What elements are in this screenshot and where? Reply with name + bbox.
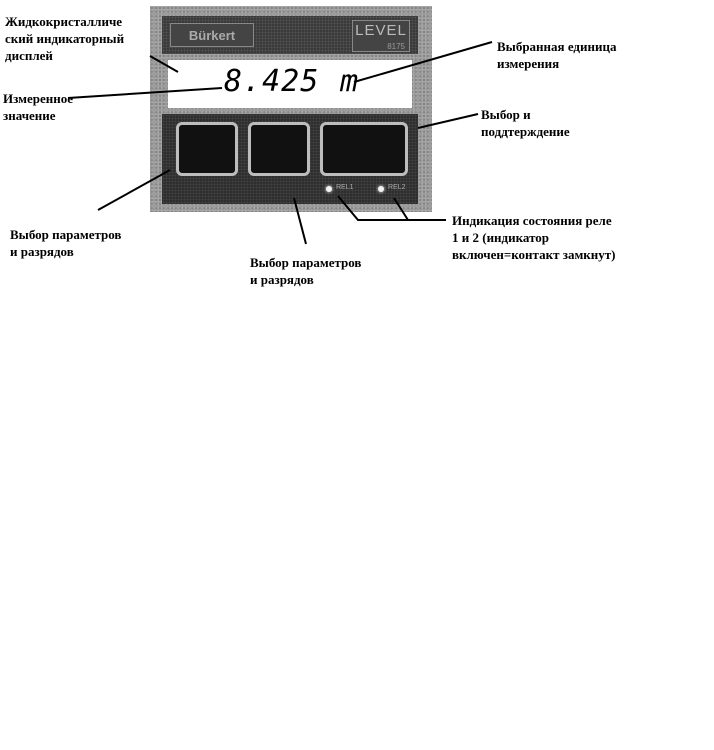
leader-measured-value: [68, 88, 222, 98]
unit-readout: m: [340, 64, 359, 99]
product-code: 8175: [387, 42, 405, 51]
leader-param-select-middle: [294, 198, 306, 244]
relay-1-led-label: REL1: [336, 184, 354, 191]
label-lcd-display: Жидкокристалличе ский индикаторный дисплей: [5, 14, 125, 63]
label-selected-unit: Выбранная единица измерения: [497, 39, 617, 71]
leader-selected-unit: [354, 42, 492, 82]
product-name: LEVEL: [355, 22, 407, 39]
leader-param-select-left: [98, 170, 170, 210]
label-param-select-middle: Выбор параметров и разрядов: [250, 255, 362, 287]
label-relay-status: Индикация состояния реле 1 и 2 (индикатор включен=контакт замкнут): [452, 213, 616, 262]
brand-logo: Bürkert: [170, 23, 254, 47]
label-measured-value: Измеренное значение: [3, 91, 74, 123]
label-param-select-left: Выбор параметров и разрядов: [10, 227, 122, 259]
label-select-confirm: Выбор и поддтерждение: [481, 107, 570, 139]
leader-lcd-display: [150, 56, 178, 72]
leader-select-confirm: [418, 114, 478, 128]
leader-relay-2: [394, 198, 408, 220]
measured-value-readout: 8.425: [224, 64, 320, 99]
leader-relay-1: [338, 196, 446, 220]
relay-2-led-label: REL2: [388, 184, 406, 191]
